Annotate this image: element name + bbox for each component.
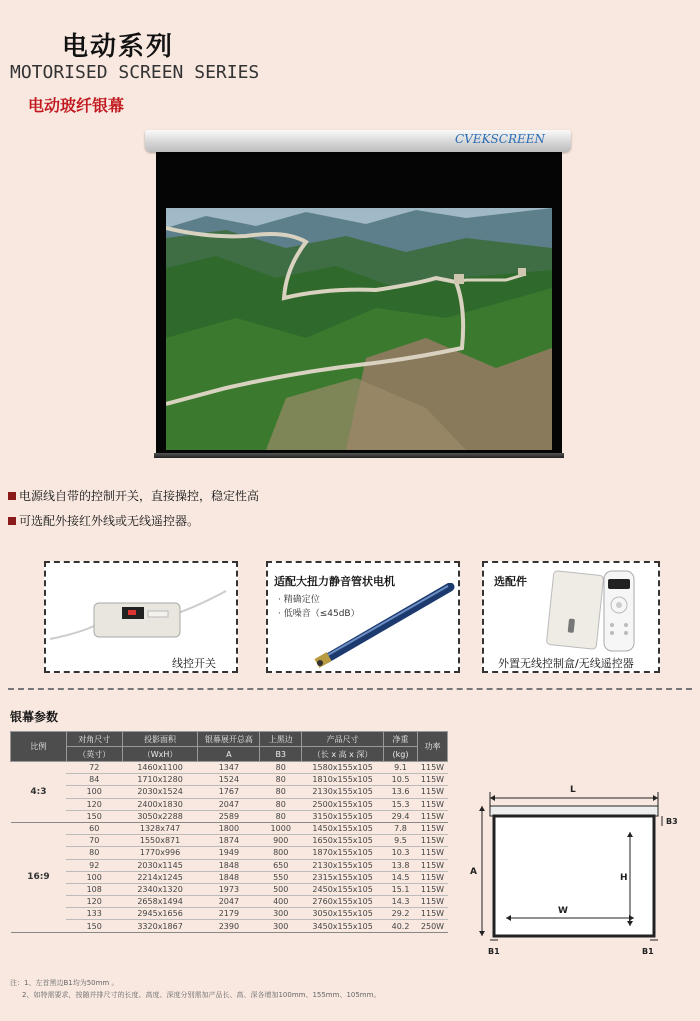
header-area: 投影面积 [122, 732, 198, 747]
table-cell: 115W [417, 908, 447, 920]
motor-point: · 低噪音（≤45dB） [278, 609, 360, 619]
switch-caption: 线控开关 [172, 657, 216, 670]
header-total-height: 银幕展开总高 [198, 732, 260, 747]
table-cell: 150 [66, 920, 122, 932]
table-cell: 400 [260, 896, 302, 908]
header-top-border: 上黑边 [260, 732, 302, 747]
table-cell: 115W [417, 786, 447, 798]
table-row [11, 774, 448, 786]
table-cell: 80 [260, 762, 302, 774]
table-cell: 40.2 [384, 920, 418, 932]
motor-point: · 精确定位 [278, 595, 320, 605]
table-cell: 115W [417, 774, 447, 786]
table-cell: 1848 [198, 871, 260, 883]
table-cell: 650 [260, 859, 302, 871]
table-cell: 2450x155x105 [302, 883, 384, 895]
header-sub-a: A [198, 747, 260, 762]
table-cell: 2945x1656 [122, 908, 198, 920]
table-cell: 300 [260, 908, 302, 920]
table-cell: 1767 [198, 786, 260, 798]
table-cell: 1000 [260, 822, 302, 834]
table-cell: 1550x871 [122, 835, 198, 847]
table-cell: 1460x1100 [122, 762, 198, 774]
header-sub-wxh: （WxH） [122, 747, 198, 762]
brand-logo: CVEKSCREEN [454, 132, 545, 146]
table-row [11, 786, 448, 798]
feature-text: 电源线自带的控制开关，直接操控，稳定性高 [19, 489, 260, 503]
table-cell: 2047 [198, 798, 260, 810]
table-cell: 100 [66, 871, 122, 883]
great-wall-photo [166, 208, 552, 450]
ratio-cell: 4:3 [11, 762, 67, 823]
table-cell: 3320x1867 [122, 920, 198, 932]
feature-text: 可选配外接红外线或无线遥控器。 [19, 514, 200, 528]
table-cell: 13.8 [384, 859, 418, 871]
bullet-square-icon [8, 517, 16, 525]
table-row [11, 798, 448, 810]
header-diagonal: 对角尺寸 [66, 732, 122, 747]
table-cell: 300 [260, 920, 302, 932]
table-cell: 29.4 [384, 810, 418, 822]
label-h: H [620, 873, 628, 883]
table-cell: 2760x155x105 [302, 896, 384, 908]
table-cell: 115W [417, 762, 447, 774]
table-cell: 115W [417, 847, 447, 859]
table-row [11, 908, 448, 920]
table-cell: 120 [66, 896, 122, 908]
header-sub-lhd: （长 x 高 x 深） [302, 747, 384, 762]
table-cell: 80 [260, 774, 302, 786]
table-row [11, 822, 448, 834]
table-cell: 2400x1830 [122, 798, 198, 810]
table-row [11, 810, 448, 822]
table-row [11, 871, 448, 883]
table-cell: 900 [260, 835, 302, 847]
table-cell: 2658x1494 [122, 896, 198, 908]
table-cell: 120 [66, 798, 122, 810]
table-cell: 2500x155x105 [302, 798, 384, 810]
table-row [11, 883, 448, 895]
table-cell: 1848 [198, 859, 260, 871]
table-cell: 1800 [198, 822, 260, 834]
table-cell: 1580x155x105 [302, 762, 384, 774]
table-cell: 80 [260, 786, 302, 798]
header-sub-inch: （英寸） [66, 747, 122, 762]
header-power: 功率 [417, 732, 447, 762]
page-title: 电动系列 [62, 32, 175, 62]
table-cell: 1650x155x105 [302, 835, 384, 847]
table-cell: 250W [417, 920, 447, 932]
table-cell: 70 [66, 835, 122, 847]
table-cell: 14.3 [384, 896, 418, 908]
table-cell: 108 [66, 883, 122, 895]
table-cell: 1949 [198, 847, 260, 859]
accessory-wired-switch [44, 561, 238, 673]
table-cell: 1524 [198, 774, 260, 786]
table-cell: 133 [66, 908, 122, 920]
spec-table [10, 731, 448, 933]
table-cell: 80 [260, 810, 302, 822]
accessory-remote [482, 561, 660, 673]
note-line: 2、如特需要求，按随并排尺寸的长度、高度、深度分别需加产品长、高、深各增加100mm、155mm、105mm。 [22, 991, 381, 999]
table-cell: 10.3 [384, 847, 418, 859]
table-cell: 2315x155x105 [302, 871, 384, 883]
table-cell: 1770x996 [122, 847, 198, 859]
table-cell: 7.8 [384, 822, 418, 834]
table-cell: 3050x155x105 [302, 908, 384, 920]
optional-title: 选配件 [494, 575, 527, 588]
table-row [11, 847, 448, 859]
feature-item [8, 512, 199, 529]
table-cell: 115W [417, 883, 447, 895]
table-cell: 29.2 [384, 908, 418, 920]
table-cell: 550 [260, 871, 302, 883]
label-l: L [570, 785, 576, 795]
table-cell: 1973 [198, 883, 260, 895]
table-cell: 115W [417, 810, 447, 822]
spec-notes [10, 977, 380, 1001]
dimension-diagram [466, 780, 686, 964]
label-a: A [470, 867, 477, 877]
table-cell: 84 [66, 774, 122, 786]
table-cell: 1874 [198, 835, 260, 847]
table-cell: 2589 [198, 810, 260, 822]
label-b1-right: B1 [642, 947, 654, 956]
table-row [11, 896, 448, 908]
section-divider [8, 688, 692, 690]
table-row [11, 762, 448, 774]
table-cell: 80 [66, 847, 122, 859]
note-line: 注：1、左首黑边B1均为50mm 。 [10, 979, 119, 987]
table-cell: 80 [260, 798, 302, 810]
table-cell: 1347 [198, 762, 260, 774]
table-cell: 2030x1145 [122, 859, 198, 871]
screen-bottom-bar [154, 453, 564, 458]
table-cell: 2047 [198, 896, 260, 908]
table-cell: 13.6 [384, 786, 418, 798]
table-cell: 100 [66, 786, 122, 798]
label-w: W [558, 906, 568, 916]
table-cell: 1710x1280 [122, 774, 198, 786]
table-cell: 92 [66, 859, 122, 871]
table-cell: 1870x155x105 [302, 847, 384, 859]
table-cell: 15.1 [384, 883, 418, 895]
optional-caption: 外置无线控制盒/无线遥控器 [498, 657, 634, 670]
table-row [11, 835, 448, 847]
table-cell: 9.1 [384, 762, 418, 774]
table-cell: 1450x155x105 [302, 822, 384, 834]
wired-switch-icon [50, 577, 230, 647]
table-row [11, 920, 448, 932]
table-cell: 3150x155x105 [302, 810, 384, 822]
feature-item [8, 487, 259, 504]
ratio-cell: 16:9 [11, 822, 67, 932]
header-weight: 净重 [384, 732, 418, 747]
table-cell: 15.3 [384, 798, 418, 810]
table-cell: 1810x155x105 [302, 774, 384, 786]
table-cell: 2214x1245 [122, 871, 198, 883]
table-cell: 14.5 [384, 871, 418, 883]
table-cell: 150 [66, 810, 122, 822]
bullet-square-icon [8, 492, 16, 500]
spec-section-title: 银幕参数 [10, 710, 59, 724]
table-cell: 115W [417, 798, 447, 810]
table-cell: 115W [417, 835, 447, 847]
remote-control-icon [544, 569, 654, 653]
table-cell: 2340x1320 [122, 883, 198, 895]
table-cell: 1328x747 [122, 822, 198, 834]
table-cell: 10.5 [384, 774, 418, 786]
table-cell: 9.5 [384, 835, 418, 847]
table-cell: 2130x155x105 [302, 786, 384, 798]
table-cell: 3050x2288 [122, 810, 198, 822]
label-b3: B3 [666, 817, 678, 826]
table-cell: 3450x155x105 [302, 920, 384, 932]
tubular-motor-icon [308, 583, 458, 669]
table-cell: 2390 [198, 920, 260, 932]
header-sub-b3: B3 [260, 747, 302, 762]
page-subtitle: 电动玻纤银幕 [28, 96, 125, 115]
table-cell: 72 [66, 762, 122, 774]
table-cell: 800 [260, 847, 302, 859]
header-sub-kg: (kg) [384, 747, 418, 762]
table-row [11, 859, 448, 871]
table-cell: 60 [66, 822, 122, 834]
header-ratio: 比例 [11, 732, 67, 762]
table-cell: 115W [417, 859, 447, 871]
header-product-size: 产品尺寸 [302, 732, 384, 747]
table-cell: 115W [417, 822, 447, 834]
table-cell: 2030x1524 [122, 786, 198, 798]
screen-housing [145, 130, 571, 152]
table-cell: 500 [260, 883, 302, 895]
accessory-tubular-motor [266, 561, 460, 673]
table-cell: 2179 [198, 908, 260, 920]
table-cell: 115W [417, 896, 447, 908]
motor-title: 适配大扭力静音管状电机 [274, 575, 395, 588]
page-title-english: MOTORISED SCREEN SERIES [10, 62, 260, 83]
table-cell: 115W [417, 871, 447, 883]
label-b1-left: B1 [488, 947, 500, 956]
table-cell: 2130x155x105 [302, 859, 384, 871]
